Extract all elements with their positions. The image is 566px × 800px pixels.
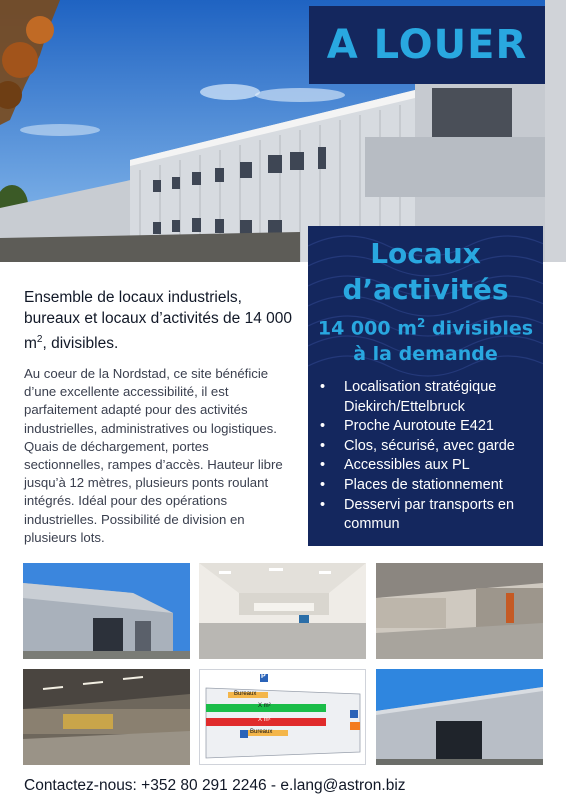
feature-item: • Localisation stratégique Diekirch/Ettelbruck	[318, 378, 540, 417]
parking-icon: P	[261, 673, 266, 680]
plan-bureaux-label: Bureaux	[234, 691, 257, 697]
for-rent-text: A LOUER	[326, 22, 528, 68]
headline-line1: Locaux	[370, 237, 481, 270]
plan-area-label: X m²	[258, 703, 271, 709]
headline-line4: à la demande	[353, 343, 498, 366]
feature-item: • Clos, sécurisé, avec garde	[318, 437, 540, 457]
headline-subtitle	[308, 310, 543, 367]
feature-item: • Accessibles aux PL	[318, 456, 540, 476]
photo-warehouse-exterior	[23, 563, 190, 659]
plan-area-label-2: X m²	[258, 717, 271, 723]
feature-box	[308, 226, 543, 546]
photo-warehouse-door	[376, 669, 543, 765]
for-rent-badge	[309, 6, 545, 84]
photo-open-office	[199, 563, 366, 659]
site-plan	[199, 669, 366, 765]
feature-item: • Proche Aurotoute E421	[318, 417, 540, 437]
photo-hall-interior	[376, 563, 543, 659]
contact-line: Contactez-nous: +352 80 291 2246 - e.lang@astron.biz	[24, 777, 406, 794]
headline-area: 14 000 $m^2$ divisibles	[317, 316, 534, 340]
feature-item: • Places de stationnement	[318, 476, 540, 496]
photo-industrial-hall	[23, 669, 190, 765]
feature-item: • Desservi par transports en commun	[318, 496, 540, 535]
headline-line2: d’activités	[342, 273, 509, 306]
feature-list	[318, 378, 540, 535]
description-text: Au coeur de la Nordstad, ce site bénéficie d’une excellente accessibilité, il est parfaitement adapté pour des activités industrielles, administratives ou logistiques. Quais de déchargement, portes sectionnelles, rampes d’accès. Hauteur libre jusqu’à 12 mètres, plusieurs ponts roulant intégrés. Idéal pour des opérations industrielles. Possibilité de division en plusieurs lots.	[24, 366, 283, 545]
intro-heading: Ensemble de locaux industriels, bureaux et locaux d’activités de 14 000 $m^2$, divisibles.	[24, 289, 292, 353]
headline-title	[308, 236, 543, 308]
plan-bureaux-label-2: Bureaux	[250, 729, 273, 735]
